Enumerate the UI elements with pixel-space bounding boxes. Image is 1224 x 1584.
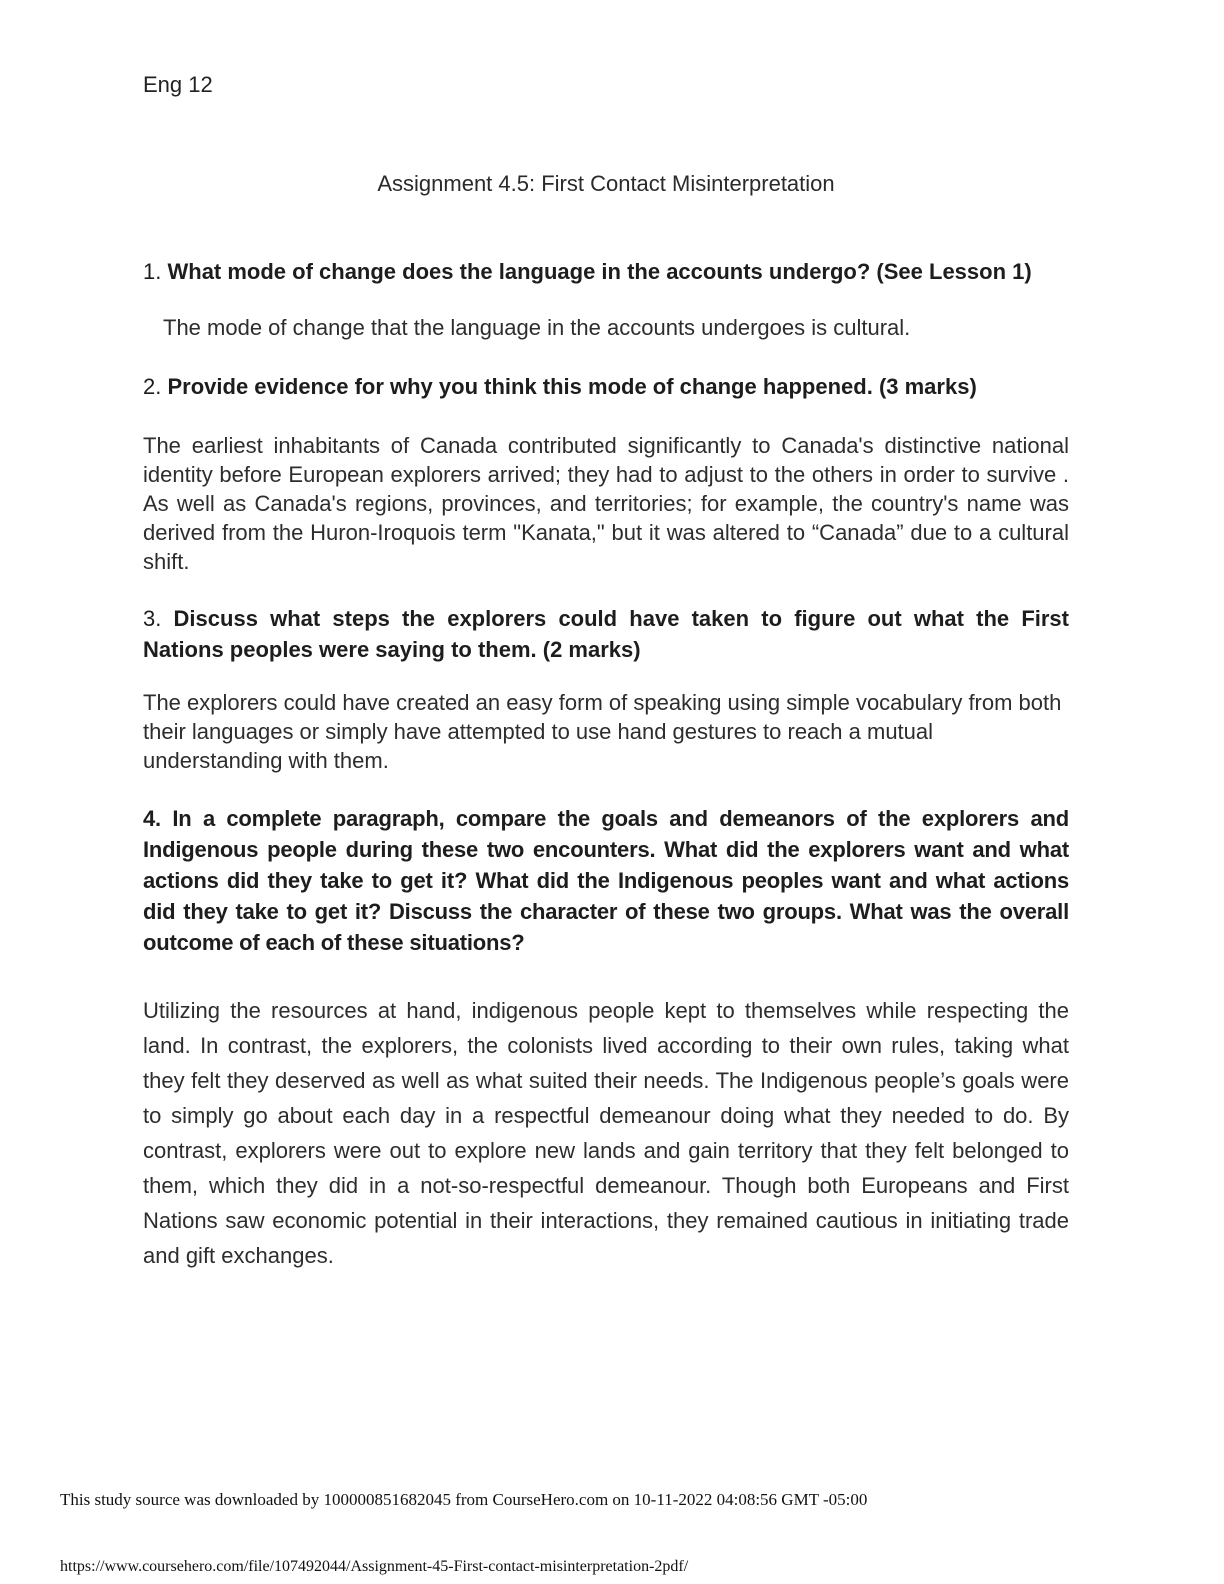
course-label: Eng 12 (143, 72, 213, 97)
document-source-url: https://www.coursehero.com/file/107492044/Assignment-45-First-contact-misinterpretation-2pdf/ (60, 1558, 689, 1575)
question-3-text: Discuss what steps the explorers could have taken to figure out what the First Nations peoples were saying to them. (2 marks) (143, 606, 1069, 662)
answer-2: The earliest inhabitants of Canada contributed significantly to Canada's distinctive national identity before European explorers arrived; they had to adjust to the others in order to survive . As well as Canada's regions, provinces, and territories; for example, the country's name was derived from the Huron-Iroquois term "Kanata," but it was altered to “Canada” due to a cultural shift. (143, 433, 1069, 574)
question-4 (143, 803, 1069, 958)
document-title: Assignment 4.5: First Contact Misinterpretation (377, 171, 835, 196)
download-notice: This study source was downloaded by 100000851682045 from CourseHero.com on 10-11-2022 04:08:56 GMT -05:00 (60, 1490, 868, 1509)
question-1 (143, 256, 1069, 287)
question-2 (143, 371, 1069, 402)
question-2-number: 2. (143, 374, 162, 399)
question-3 (143, 603, 1069, 665)
question-4-text: In a complete paragraph, compare the goals and demeanors of the explorers and Indigenous people during these two encounters. What did the explorers want and what actions did they take to get it? What did the Indigenous peoples want and what actions did they take to get it? Discuss the character of these two groups. What was the overall outcome of each of these situations? (143, 806, 1069, 955)
answer-3: The explorers could have created an easy form of speaking using simple vocabulary from both their languages or simply have attempted to use hand gestures to reach a mutual understanding with them. (143, 690, 1062, 773)
answer-1: The mode of change that the language in the accounts undergoes is cultural. (163, 315, 911, 340)
question-2-text: Provide evidence for why you think this mode of change happened. (3 marks) (167, 374, 977, 399)
answer-4: Utilizing the resources at hand, indigenous people kept to themselves while respecting the land. In contrast, the explorers, the colonists lived according to their own rules, taking what they felt they deserved as well as what suited their needs. The Indigenous people’s goals were to simply go about each day in a respectful demeanour doing what they needed to do. By contrast, explorers were out to explore new lands and gain territory that they felt belonged to them, which they did in a not-so-respectful demeanour. Though both Europeans and First Nations saw economic potential in their interactions, they remained cautious in initiating trade and gift exchanges. (143, 998, 1069, 1268)
question-1-number: 1. (143, 259, 162, 284)
question-3-number: 3. (143, 606, 162, 631)
question-1-text: What mode of change does the language in the accounts undergo? (See Lesson 1) (167, 259, 1032, 284)
question-4-number: 4. (143, 806, 161, 831)
